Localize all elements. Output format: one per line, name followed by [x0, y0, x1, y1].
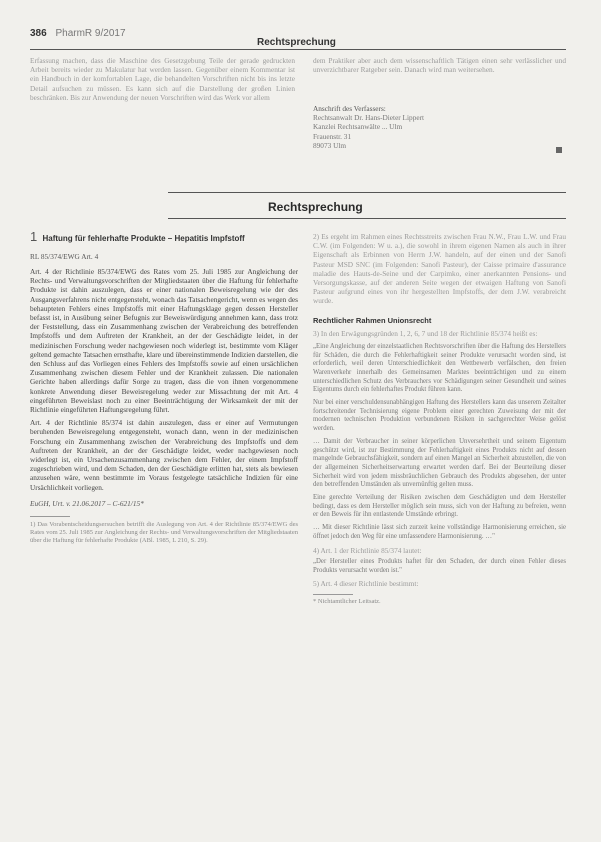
top-left-paragraph [30, 56, 295, 102]
header-rule [30, 49, 566, 50]
section-rule-bottom [168, 218, 566, 219]
top-right-text: dem Praktiker aber auch dem wissenschaftlich Tätigen einen sehr verlässlicher und unverzichtbarer Ratgeber sein. Danach wird man weitersehen. [313, 56, 566, 75]
right-footnote-rule [313, 594, 353, 595]
top-left-text: Erfassung machen, dass die Maschine des Gesetzgebung Teile der gerade gedruckten Arbeit bereits wieder zu Makulatur hat werden lassen. Gegenüber einem Kommentar ist ein Handbuch in der komfortablen Lage, die behandelten Vorschriften nicht bis ins letzte Detail aufsuchen zu müssen. Es kann sich auf die Darstellung der großen Linien beschränken. Bis zur Anwendung der neuen Vorschriften wird das Werk vor allem [30, 56, 295, 102]
right-footnote: * Nichtamtlicher Leitsatz. [313, 598, 381, 606]
recitals-quote [313, 343, 566, 542]
legal-reference: RL 85/374/EWG Art. 4 [30, 252, 99, 261]
section-title: Rechtsprechung [268, 200, 363, 214]
right-paragraph-3 [313, 329, 566, 338]
headnote-2 [30, 418, 298, 492]
article-heading [30, 229, 298, 244]
headnote-1 [30, 267, 298, 414]
headnote-1-text: Art. 4 der Richtlinie 85/374/EWG des Rates vom 25. Juli 1985 zur Angleichung der Rechts- und Verwaltungsvorschriften der Mitgliedstaaten über die Haftung für fehlerhafte Produkte ist dahin auszulegen, dass er einer nationalen Beweisregelung wie der des Ausgangsverfahrens nicht entgegensteht, wonach das Tatsachengericht, wenn es wegen des behaupteten Fehlers eines Impfstoffs mit einer Haftungsklage gegen dessen Hersteller befasst ist, in Ausübung seiner Befugnis zur Beweiswürdigung annehmen kann, dass trotz der Feststellung, dass ein Zusammenhang zwischen der Verabreichung des betreffenden Impfstoffs und dem Auftreten der Krankheit, an der der Geschädigte leidet, in der medizinischen Forschung weder nachgewiesen noch widerlegt ist, bestimmte vom Kläger geltend gemachte Tatsachen ernsthafte, klare und übereinstimmende Indizien darstellen, die den Schluss auf das Vorliegen eines Fehlers des Impfstoffs sowie auf einen ursächlichen Zusammenhang zwischen diesem Fehler und der Krankheit zulassen. Die nationalen Gerichte haben allerdings dafür Sorge zu tragen, dass die von ihnen vorgenommene konkrete Anwendung dieser Beweisregelung weder zur Missachtung der mit Art. 4 eingeführten Beweislast noch zu einer Beeinträchtigung der Wirksamkeit der mit der Richtlinie eingeführten Haftungsregelung führt. [30, 267, 298, 415]
quote-paragraph: Nur bei einer verschuldensunabhängigen Haftung des Herstellers kann das unserem Zeitalter fortschreitender Technisierung eigene Problem einer gerechten Zuweisung der mit der modernen technischen Produktion verbundenen Risiken in sachgerechter Weise gelöst werden. [313, 399, 566, 433]
subheading-legal-framework: Rechtlicher Rahmen Unionsrecht [313, 315, 432, 325]
quote-paragraph: … Damit der Verbraucher in seiner körperlichen Unversehrtheit und seinem Eigentum geschützt wird, ist zur Bestimmung der Fehlerhaftigkeit eines Produkts nicht auf dessen mangelnde Gebrauchsfähigkeit, sondern auf einen Mangel an Sicherheit abzustellen, die von der allgemeinen Sicherheitserwartung erwartet werden darf. Bei der Beurteilung dieser Sicherheit wird von jedem missbräuchlichen Gebrauch des Produkts abgesehen, der unter den betreffenden Umständen als unvernünftig gelten muss. [313, 437, 566, 489]
article-number: 1 [30, 229, 38, 244]
article-1-quote-text: „Der Hersteller eines Produkts haftet für den Schaden, der durch einen Fehler dieses Produkts verursacht worden ist." [313, 557, 566, 574]
quote-paragraph: „Eine Angleichung der einzelstaatlichen Rechtsvorschriften über die Haftung des Herstellers für Schäden, die durch die Fehlerhaftigkeit seiner Produkte verursacht worden sind, ist erforderlich, weil deren Unterschiedlichkeit den Wettbewerb verfälschen, den freien Warenverkehr innerhalb des Gemeinsamen Marktes beeinträchtigen und zu einem unterschiedlichen Schutz des Verbrauchers vor Schädigungen seiner Gesundheit und seines Eigentums durch ein fehlerhaftes Produkt führen kann. [313, 342, 566, 394]
right-paragraph-4-text: 4) Art. 1 der Richtlinie 85/374 lautet: [313, 545, 422, 555]
author-address-line: Frauenstr. 31 [313, 131, 352, 141]
right-paragraph-3-text: 3) In den Erwägungsgründen 1, 2, 6, 7 und 18 der Richtlinie 85/374 heißt es: [313, 328, 538, 338]
right-column [313, 232, 566, 606]
right-paragraph-5-text: 5) Art. 4 dieser Richtlinie bestimmt: [313, 579, 419, 589]
right-paragraph-2-text: 2) Es ergeht im Rahmen eines Rechtsstreits zwischen Frau N.W., Frau L.W. und Frau C.W. (im Folgenden: W u. a.), die sowohl in ihrem eigenen Namen als auch in ihrer Eigenschaft als Erbinnen von Herrn J.W. handeln, auf der einen und der Sanofi Pasteur MSD SNC (im Folgenden: Sanofi Pasteur), der Caisse primaire d'assurance maladie des Hauts-de-Seine und der Carpimko, einer anerkannten Pensions- und Versorgungskasse, auf der anderen Seite wegen der etwaigen Haftung von Sanofi Pasteur aufgrund eines von ihr hergestellten Impfstoffs, der dem J.W. verabreicht wurde. [313, 232, 566, 306]
author-address-line: 89073 Ulm [313, 140, 347, 150]
article-title: Haftung für fehlerhafte Produkte – Hepatitis Impfstoff [42, 234, 245, 243]
page-number: 386 [30, 28, 47, 39]
quote-paragraph: … Mit dieser Richtlinie lässt sich zurzeit keine vollständige Harmonisierung erreichen, sie öffnet jedoch den Weg für eine umfassendere Harmonisierung. …" [313, 524, 566, 540]
journal-name: PharmR 9/2017 [55, 28, 126, 39]
top-right-paragraph [313, 56, 566, 74]
quote-paragraph: Eine gerechte Verteilung der Risiken zwischen dem Geschädigten und dem Hersteller bedingt, dass es dem Hersteller möglich sein muss, sich von der Haftung zu befreien, wenn er den Beweis für ihn entlastende Umstände erbringt. [313, 494, 566, 519]
article-1-quote [313, 558, 566, 575]
end-of-article-mark [556, 147, 562, 153]
footnote-rule [30, 516, 70, 517]
left-footnote: 1) Das Vorabentscheidungsersuchen betrifft die Auslegung von Art. 4 der Richtlinie 85/374/EWG des Rates vom 25. Juli 1985 zur Angleichung der Rechts- und Verwaltungsvorschriften der Mitgliedstaaten über die Haftung für fehlerhafte Produkte (ABl. 1985, L 210, S. 29). [30, 520, 298, 544]
right-paragraph-2 [313, 232, 566, 306]
header-section-label: Rechtsprechung [257, 37, 336, 48]
right-paragraph-4 [313, 546, 566, 555]
left-column [30, 229, 298, 545]
case-citation: EuGH, Urt. v. 21.06.2017 – C-621/15* [30, 498, 144, 508]
right-paragraph-5 [313, 579, 566, 588]
author-address-heading: Anschrift des Verfassers: [313, 104, 386, 113]
running-header [30, 28, 126, 39]
author-address-line: Rechtsanwalt Dr. Hans-Dieter Lippert [313, 113, 425, 123]
author-address [313, 104, 566, 150]
section-rule-top [168, 192, 566, 193]
headnote-2-text: Art. 4 der Richtlinie 85/374 ist dahin auszulegen, dass er einer auf Vermutungen beruhenden Beweisregelung entgegensteht, wonach dann, wenn in der medizinischen Forschung ein Zusammenhang zwischen der Verabreichung des Impfstoffs und dem Auftreten der Krankheit, an der der Geschädigte leidet, weder nachgewiesen noch widerlegt ist, ein Ursachenzusammenhang zwischen dem Fehler, der einem Impfstoff zugeschrieben wird, und dem Schaden, den der Geschädigte erlitten hat, stets als bewiesen anzusehen wäre, wenn bestimmte im Voraus festgelegte tatsächliche Indizien für eine Ursächlichkeit vorliegen. [30, 418, 298, 492]
author-address-line: Kanzlei Rechtsanwälte ... Ulm [313, 122, 403, 132]
